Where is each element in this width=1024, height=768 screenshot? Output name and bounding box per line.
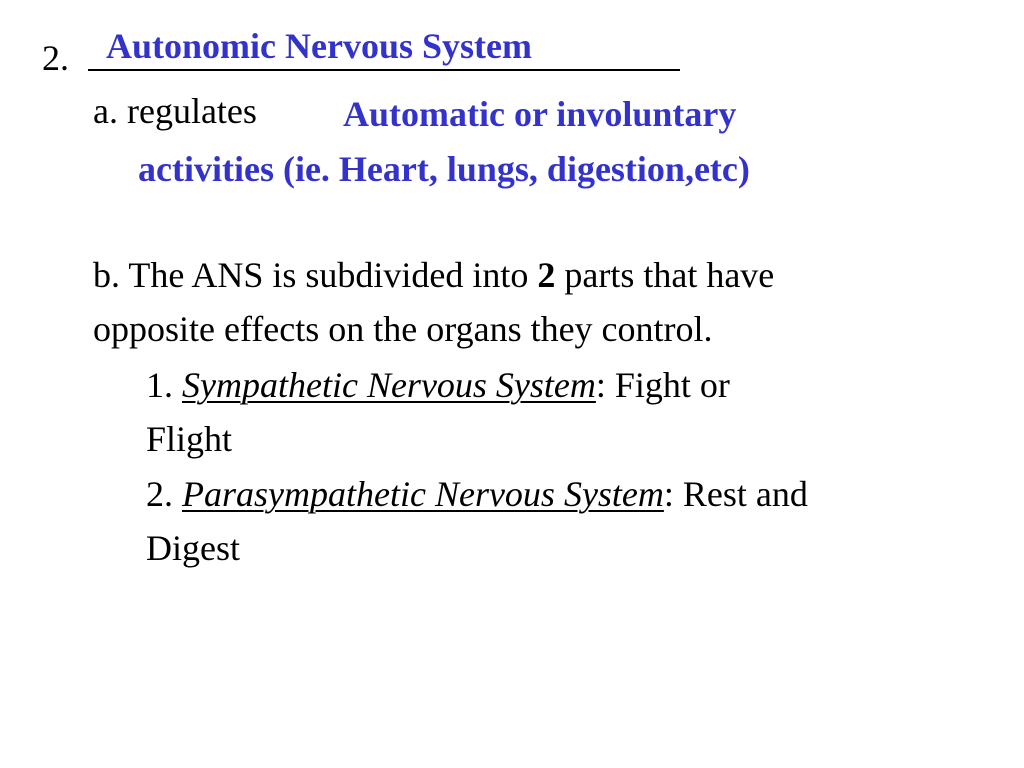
item-2-answer: Autonomic Nervous System — [106, 26, 532, 66]
item-a-prefix: a. regulates — [93, 91, 257, 131]
item-b-line-1-before: b. The ANS is subdivided into — [93, 255, 538, 295]
item-b-line-1-after: parts that have — [555, 255, 775, 295]
sub-item-2-line-1 — [146, 476, 808, 512]
item-b-count: 2 — [537, 255, 556, 295]
sub-item-2-line-2: Digest — [146, 528, 240, 568]
item-2-blank-line — [88, 69, 680, 71]
item-a-answer-line-2: activities (ie. Heart, lungs, digestion,etc) — [138, 149, 750, 189]
parasympathetic-term: Parasympathetic Nervous System — [182, 474, 664, 514]
item-b-line-1 — [93, 257, 774, 293]
sympathetic-term: Sympathetic Nervous System — [182, 365, 596, 405]
sub-item-2-number: 2. — [146, 474, 182, 514]
item-2-number: 2. — [42, 38, 69, 78]
sub-item-1-number: 1. — [146, 365, 182, 405]
sub-item-1-desc: : Fight or — [595, 365, 730, 405]
item-a-answer-line-1: Automatic or involuntary — [343, 94, 737, 134]
sub-item-1-line-2: Flight — [146, 419, 233, 459]
item-b-line-2: opposite effects on the organs they control. — [93, 309, 713, 349]
sub-item-2-desc: : Rest and — [663, 474, 808, 514]
sub-item-1-line-1 — [146, 367, 730, 403]
